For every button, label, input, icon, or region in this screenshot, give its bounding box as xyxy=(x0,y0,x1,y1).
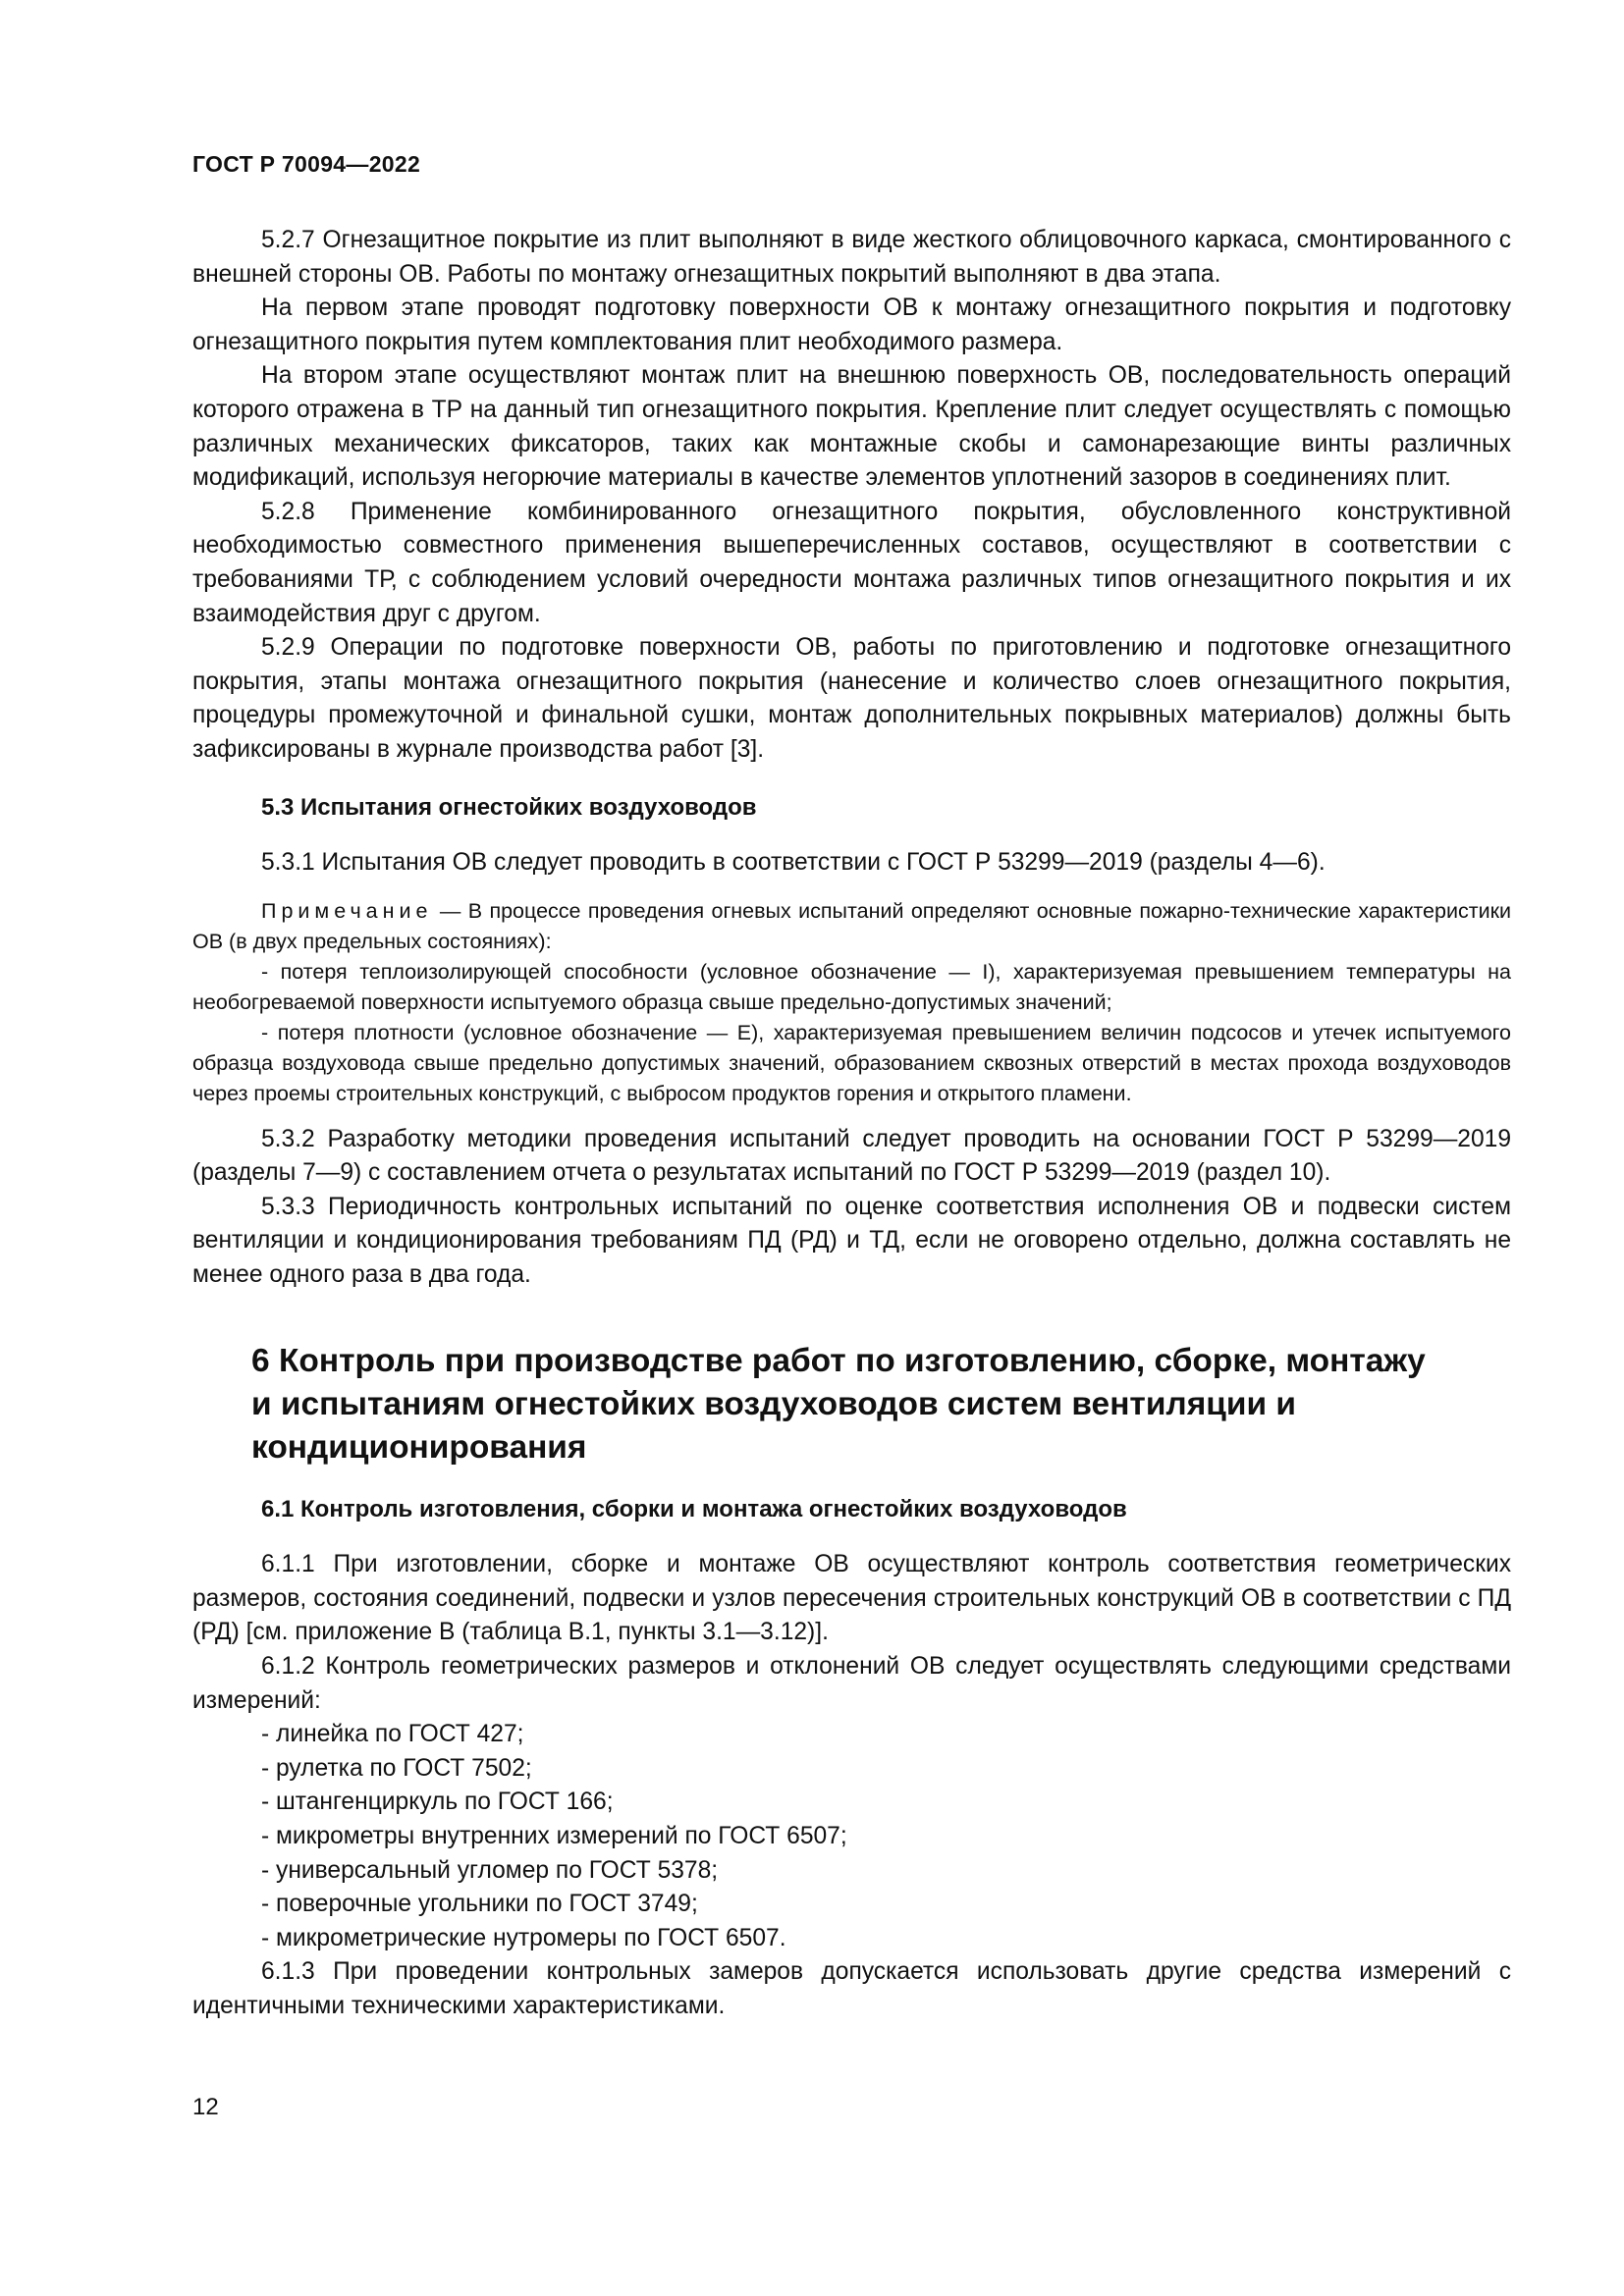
paragraph-6-1-1: 6.1.1 При изготовлении, сборке и монтаже ОВ осуществляют контроль соответствия геометрических размеров, состояния соединений, подвески и узлов пересечения строительных конструкций ОВ в соответствии с ПД (РД) [см. приложение В (таблица В.1, пункты 3.1—3.12)]. xyxy=(192,1551,1511,1646)
paragraph-5-2-7-stage1: На первом этапе проводят подготовку поверхности ОВ к монтажу огнезащитного покрытия и подготовку огнезащитного покрытия путем комплектования плит необходимого размера. xyxy=(192,294,1511,355)
list-item: - универсальный угломер по ГОСТ 5378; xyxy=(261,1856,719,1884)
list-item: - штангенциркуль по ГОСТ 166; xyxy=(261,1789,614,1816)
note-intro xyxy=(192,896,1511,957)
section-5-3-title: 5.3 Испытания огнестойких воздуховодов xyxy=(261,793,757,821)
list-item: - поверочные угольники по ГОСТ 3749; xyxy=(261,1891,698,1918)
instrument-list xyxy=(192,1718,1511,1955)
note-intro-text: — В процессе проведения огневых испытаний определяют основные пожарно-технические характеристики ОВ (в двух предельных состояниях): xyxy=(192,898,1511,953)
paragraph-6-1-2: 6.1.2 Контроль геометрических размеров и отклонений ОВ следует осуществлять следующими средствами измерений: xyxy=(192,1653,1511,1714)
note-block xyxy=(192,896,1511,1109)
list-item: - рулетка по ГОСТ 7502; xyxy=(261,1754,532,1782)
paragraph-5-3-3: 5.3.3 Периодичность контрольных испытаний по оценке соответствия исполнения ОВ и подвески систем вентиляции и кондиционирования требованиям ПД (РД) и ТД, если не оговорено отдельно, должна составлять не менее одного раза в два года. xyxy=(192,1193,1511,1289)
paragraph-5-2-7: 5.2.7 Огнезащитное покрытие из плит выполняют в виде жесткого облицовочного каркаса, смонтированного с внешней стороны ОВ. Работы по монтажу огнезащитных покрытий выполняют в два этапа. xyxy=(192,227,1511,288)
paragraph-5-2-7-stage2: На втором этапе осуществляют монтаж плит на внешнюю поверхность ОВ, последовательность операций которого отражена в ТР на данный тип огнезащитного покрытия. Крепление плит следует осуществлять с помощью различных механических фиксаторов, таких как монтажные скобы и самонарезающие винты различных модификаций, используя негорючие материалы в качестве элементов уплотнений зазоров в соединениях плит. xyxy=(192,362,1511,492)
note-label: Примечание xyxy=(261,898,433,923)
paragraph-5-3-2: 5.3.2 Разработку методики проведения испытаний следует проводить на основании ГОСТ Р 53299—2019 (разделы 7—9) с составлением отчета о результатах испытаний по ГОСТ Р 53299—2019 (раздел 10). xyxy=(192,1125,1511,1187)
list-item: - микрометрические нутромеры по ГОСТ 6507. xyxy=(261,1924,786,1951)
paragraph-5-3-1: 5.3.1 Испытания ОВ следует проводить в соответствии с ГОСТ Р 53299—2019 (разделы 4—6). xyxy=(261,849,1326,877)
list-item: - линейка по ГОСТ 427; xyxy=(261,1721,524,1748)
list-item: - микрометры внутренних измерений по ГОСТ 6507; xyxy=(261,1823,847,1849)
paragraph-5-2-9: 5.2.9 Операции по подготовке поверхности ОВ, работы по приготовлению и подготовке огнезащитного покрытия, этапы монтажа огнезащитного покрытия (нанесение и количество слоев огнезащитного покрытия, процедуры промежуточной и финальной сушки, монтаж дополнительных покрывных материалов) должны быть зафиксированы в журнале производства работ [3]. xyxy=(192,634,1511,763)
paragraph-5-2-8: 5.2.8 Применение комбинированного огнезащитного покрытия, обусловленного конструктивной необходимостью совместного применения вышеперечисленных составов, осуществляют в соответствии с требованиями ТР, с соблюдением условий очередности монтажа различных типов огнезащитного покрытия и их взаимодействия друг с другом. xyxy=(192,498,1511,627)
page-number: 12 xyxy=(192,2094,219,2120)
paragraph-6-1-3: 6.1.3 При проведении контрольных замеров допускается использовать другие средства измерений с идентичными техническими характеристиками. xyxy=(192,1958,1511,2019)
note-item-insulation: - потеря теплоизолирующей способности (условное обозначение — I), характеризуемая превышением температуры на необогреваемой поверхности испытуемого образца свыше предельно-допустимых значений; xyxy=(192,959,1511,1014)
note-item-integrity: - потеря плотности (условное обозначение — E), характеризуемая превышением величин подсосов и утечек испытуемого образца воздуховода свыше предельно допустимых значений, образованием сквозных отверстий в местах прохода воздуховодов через проемы строительных конструкций, с выбросом продуктов горения и открытого пламени. xyxy=(192,1020,1511,1105)
section-6-1-title: 6.1 Контроль изготовления, сборки и монтажа огнестойких воздуховодов xyxy=(261,1495,1127,1522)
document-header: ГОСТ Р 70094—2022 xyxy=(192,151,421,177)
document-body xyxy=(192,224,1511,2024)
heading-section-6: 6 Контроль при производстве работ по изготовлению, сборке, монтажу и испытаниям огнестойких воздуховодов систем вентиляции и кондиционирования xyxy=(251,1342,1426,1466)
